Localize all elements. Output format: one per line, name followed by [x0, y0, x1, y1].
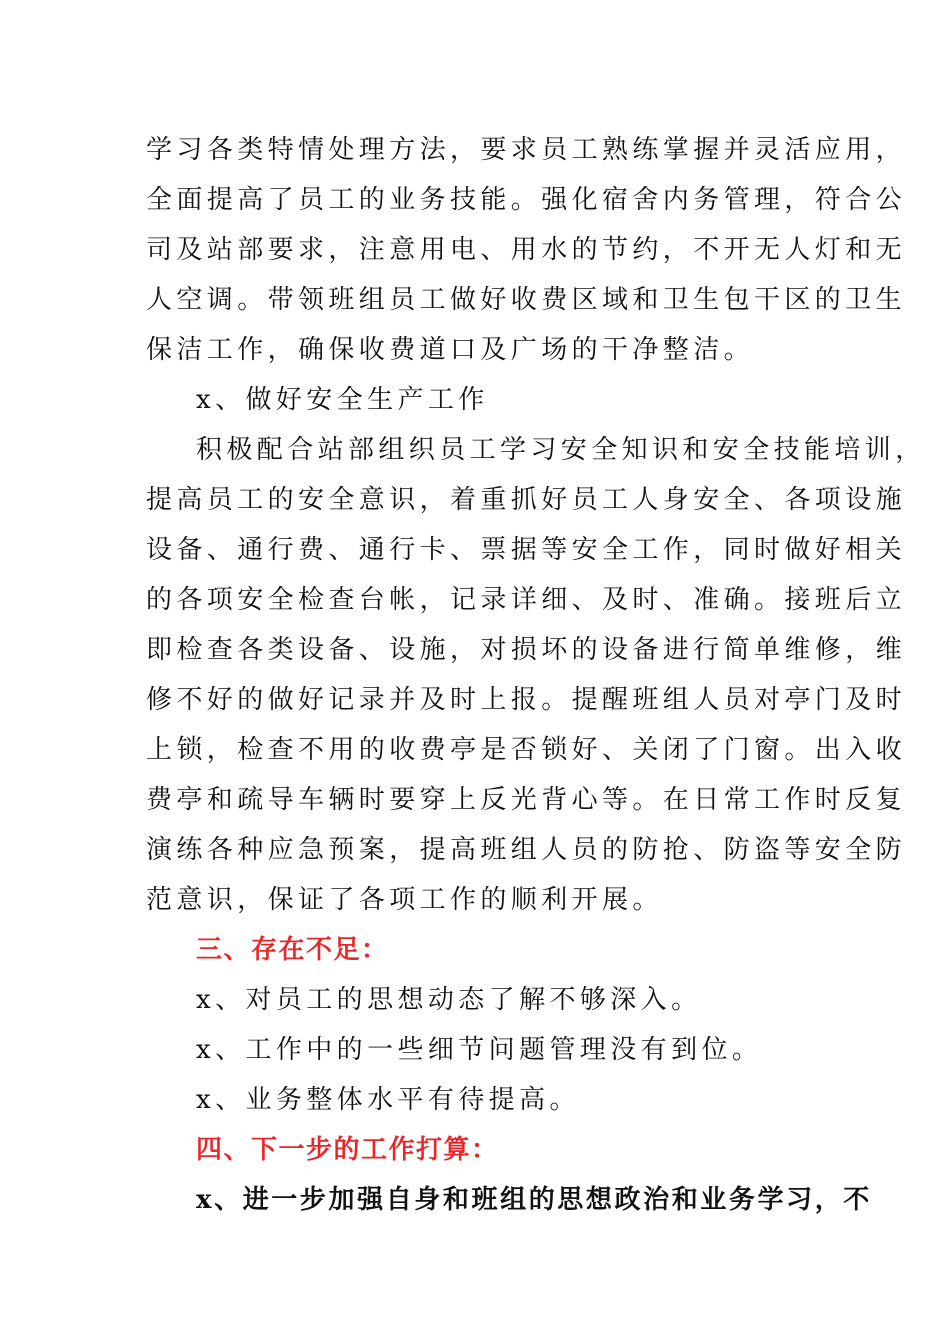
- paragraph-line: 修不好的做好记录并及时上报。提醒班组人员对亭门及时: [146, 685, 907, 715]
- paragraph-line: 范意识，保证了各项工作的顺利开展。: [146, 885, 663, 915]
- shortcoming-item: x、工作中的一些细节问题管理没有到位。: [196, 1035, 763, 1065]
- shortcoming-item: x、对员工的思想动态了解不够深入。: [196, 985, 702, 1015]
- paragraph-line: 人空调。带领班组员工做好收费区域和卫生包干区的卫生: [146, 285, 907, 315]
- paragraph-line: 全面提高了员工的业务技能。强化宿舍内务管理，符合公: [146, 185, 907, 215]
- section-3-heading: 三、存在不足：: [196, 935, 389, 965]
- plan-item: x、进一步加强自身和班组的思想政治和业务学习，不: [196, 1185, 872, 1215]
- paragraph-line: 司及站部要求，注意用电、用水的节约，不开无人灯和无: [146, 235, 907, 265]
- paragraph-line: 积极配合站部组织员工学习安全知识和安全技能培训，: [196, 435, 926, 465]
- paragraph-line: 学习各类特情处理方法，要求员工熟练掌握并灵活应用，: [146, 135, 907, 165]
- shortcoming-item: x、业务整体水平有待提高。: [196, 1085, 580, 1115]
- paragraph-line: 保洁工作，确保收费道口及广场的干净整洁。: [146, 335, 755, 365]
- paragraph-line: 的各项安全检查台帐，记录详细、及时、准确。接班后立: [146, 585, 907, 615]
- paragraph-line: 即检查各类设备、设施，对损坏的设备进行简单维修，维: [146, 635, 907, 665]
- subheading-safety: x、做好安全生产工作: [196, 385, 489, 415]
- paragraph-line: 费亭和疏导车辆时要穿上反光背心等。在日常工作时反复: [146, 785, 907, 815]
- paragraph-line: 提高员工的安全意识，着重抓好员工人身安全、各项设施: [146, 485, 907, 515]
- paragraph-line: 设备、通行费、通行卡、票据等安全工作，同时做好相关: [146, 535, 907, 565]
- paragraph-line: 上锁，检查不用的收费亭是否锁好、关闭了门窗。出入收: [146, 735, 907, 765]
- section-4-heading: 四、下一步的工作打算：: [196, 1135, 499, 1165]
- paragraph-line: 演练各种应急预案，提高班组人员的防抢、防盗等安全防: [146, 835, 907, 865]
